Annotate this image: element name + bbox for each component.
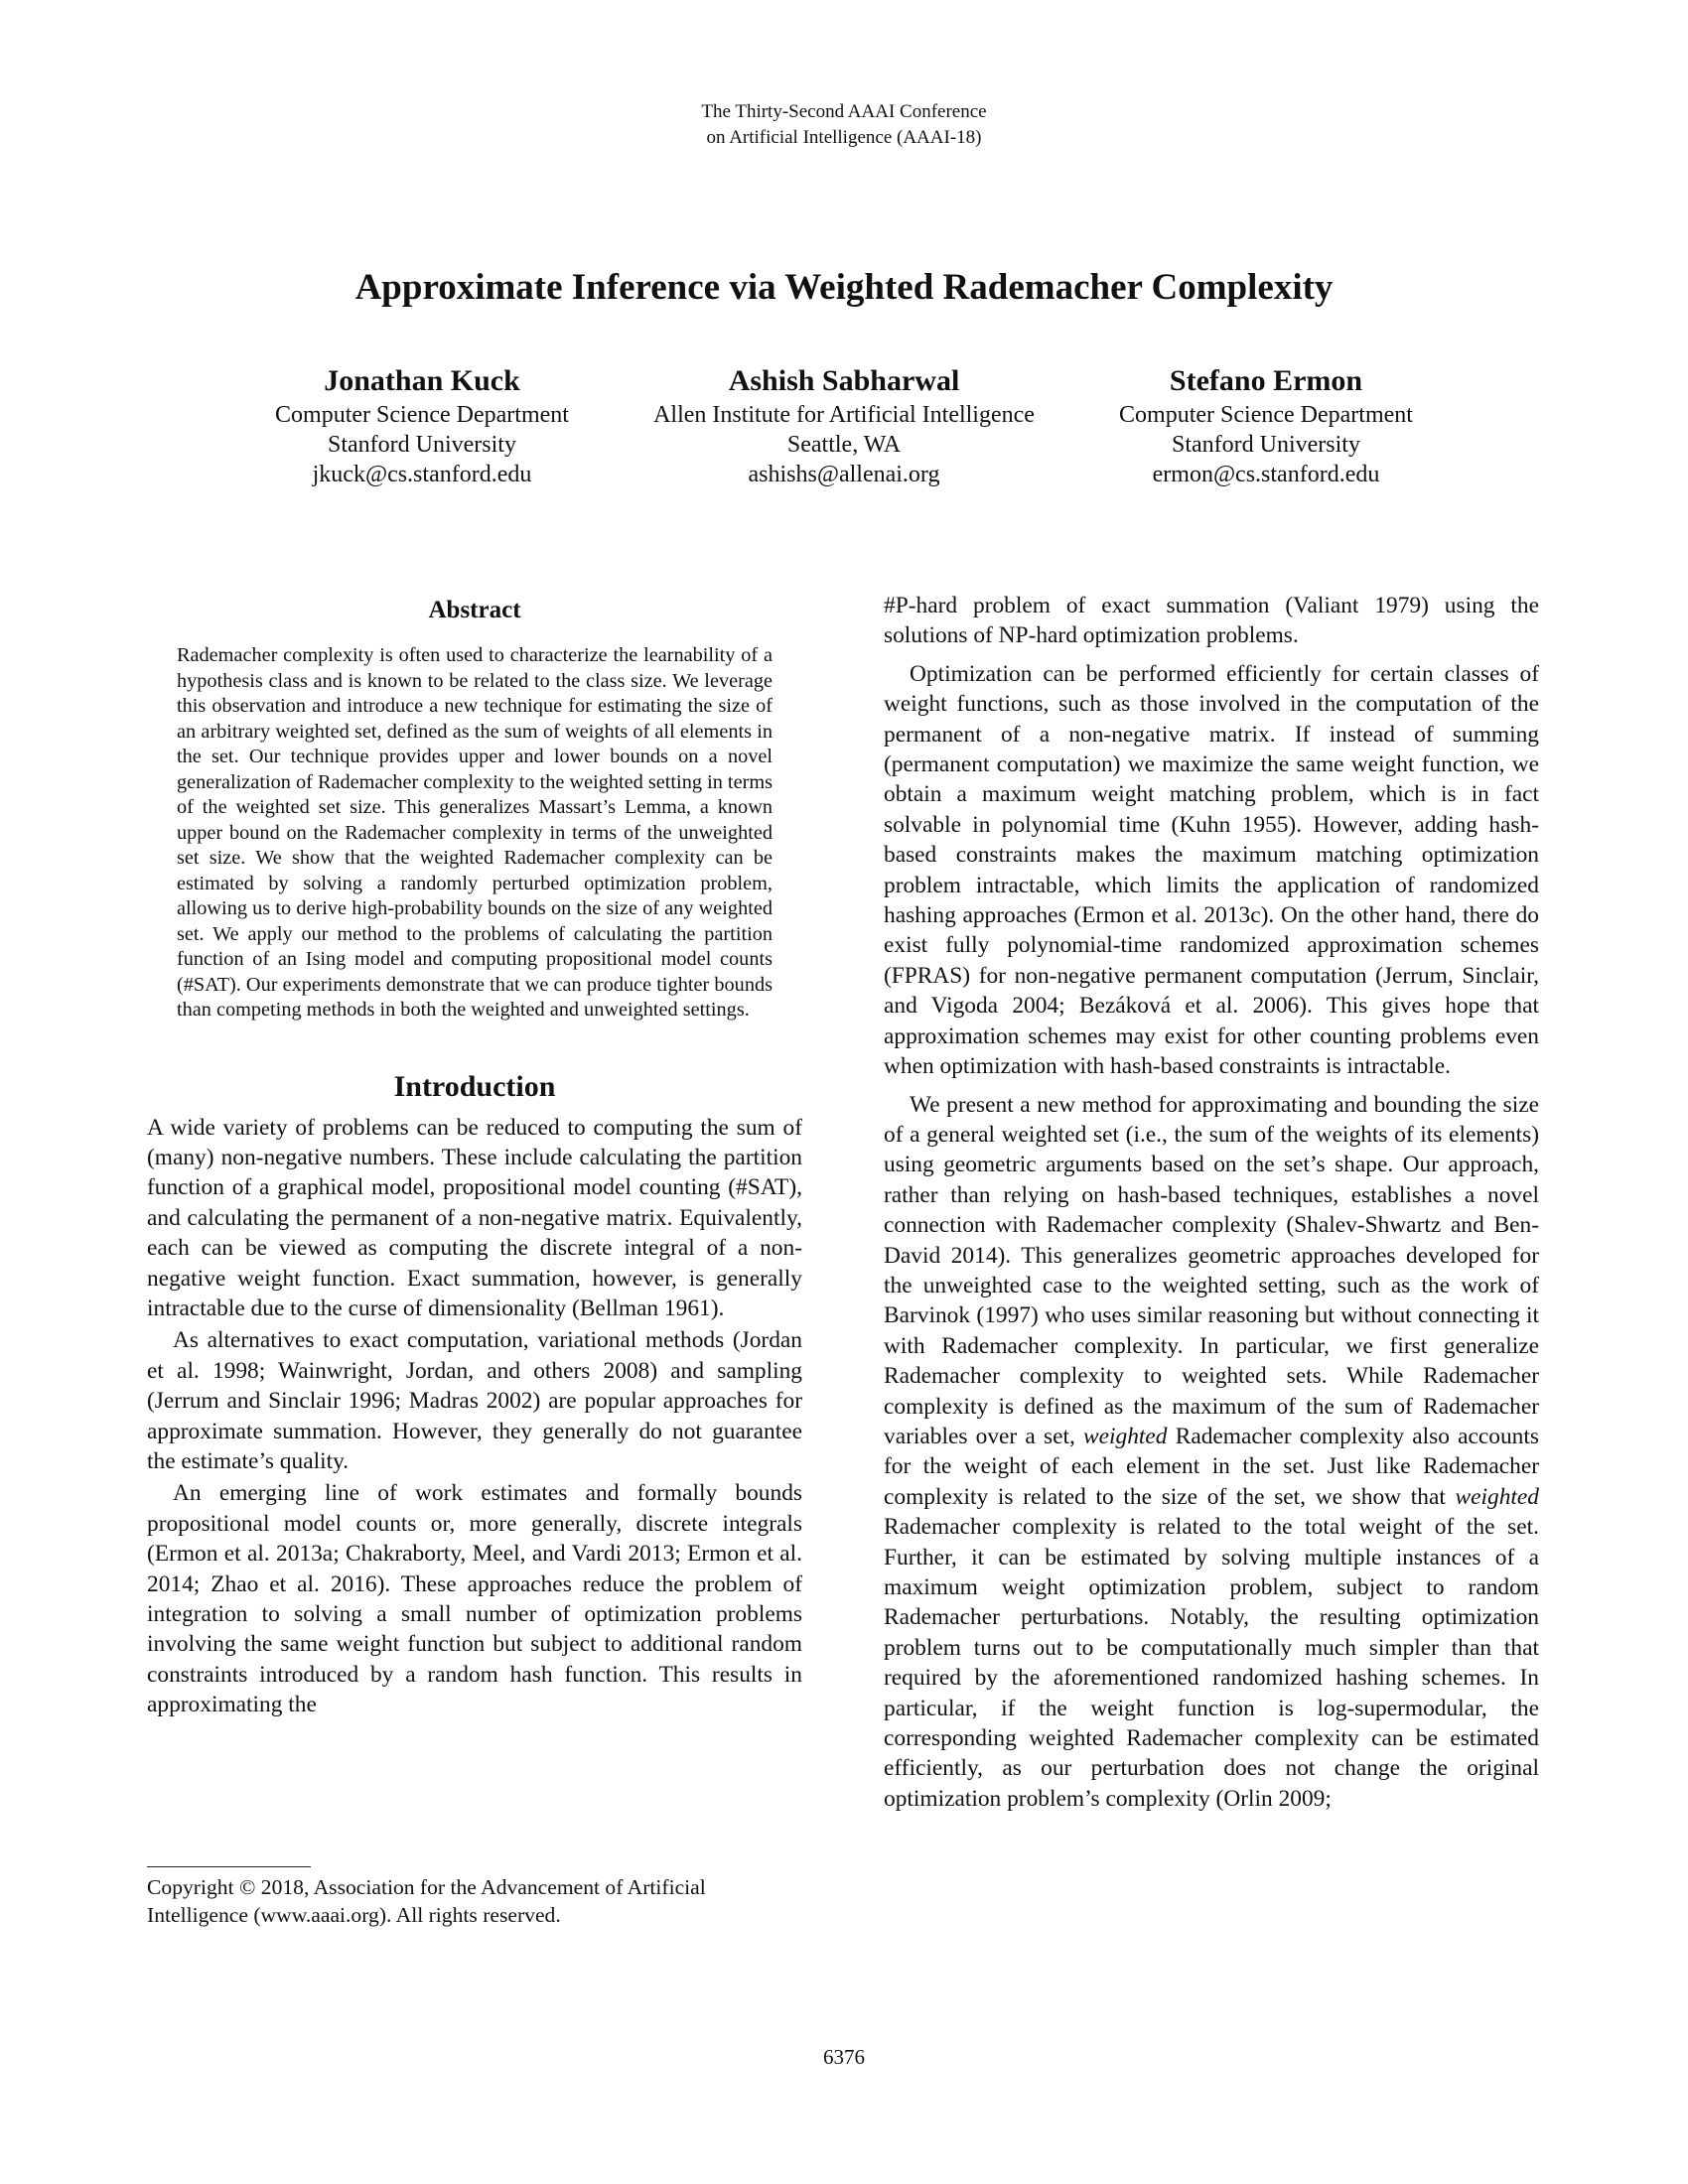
left-column — [147, 596, 802, 1720]
author-institution: Stanford University — [328, 432, 516, 458]
p3-text-a: We present a new method for approximating and bounding the size of a general weighted set (i.e., the sum of the weights of its elements) using geometric arguments based on the set’s shape. Our approach, rather than relying on hash-based techniques, establishes a novel connection with Rademacher complexity (Shalev-Shwartz and Ben-David 2014). This generalizes geometric approaches developed for the unweighted case to the weighted setting, such as the work of Barvinok (1997) who uses similar reasoning but without connecting it with Rademacher complexity. In particular, we first generalize Rademacher complexity to weighted sets. While Rademacher complexity is defined as the maximum of the sum of Rademacher variables over a set, — [884, 1091, 1539, 1449]
p3-text-b: Rademacher complexity also accounts for the weight of each element in the set. Just like Rademacher complexity is related to the size of the set, we show that — [884, 1423, 1539, 1510]
intro-paragraph-2: As alternatives to exact computation, variational methods (Jordan et al. 1998; Wainwright, Jordan, and others 2008) and sampling (Jerrum and Sinclair 1996; Madras 2002) are popular approaches for approximate summation. However, they generally do not guarantee the estimate’s quality. — [147, 1327, 802, 1474]
p3-emphasis-1: weighted — [1083, 1423, 1168, 1449]
author-2 — [635, 362, 1053, 489]
paper-title: Approximate Inference via Weighted Rademacher Complexity — [354, 267, 1334, 308]
author-email: ermon@cs.stanford.edu — [1152, 462, 1380, 487]
author-email: ashishs@allenai.org — [748, 462, 940, 487]
page-number: 6376 — [823, 2045, 865, 2069]
author-name: Stefano Ermon — [1169, 364, 1363, 397]
footnote-rule — [147, 1866, 311, 1867]
abstract-text: Rademacher complexity is often used to characterize the learnability of a hypothesis class and is known to be related to the class size. We leverage this observation and introduce a new technique for estimating the size of an arbitrary weighted set, defined as the sum of weights of all elements in the set. Our technique provides upper and lower bounds on a novel generalization of Rademacher complexity to the weighted setting in terms of the weighted set size. This generalizes Massart’s Lemma, a known upper bound on the Rademacher complexity in terms of the unweighted set size. We show that the weighted Rademacher complexity can be estimated by solving a randomly perturbed optimization problem, allowing us to derive high-probability bounds on the size of any weighted set. We apply our method to the problems of calculating the partition function of an Ising model and computing propositional model counts (#SAT). Our experiments demonstrate that we can produce tighter bounds than competing methods in both the weighted and unweighted settings. — [177, 644, 773, 1021]
author-name: Ashish Sabharwal — [728, 364, 960, 397]
conference-line-2: on Artificial Intelligence (AAAI-18) — [706, 127, 982, 148]
intro-paragraph-3: An emerging line of work estimates and formally bounds propositional model counts or, more generally, discrete integrals (Ermon et al. 2013a; Chakraborty, Meel, and Vardi 2013; Ermon et al. 2014; Zhao et al. 2016). These approaches reduce the problem of integration to solving a small number of optimization problems involving the same weight function but subject to additional random constraints introduced by a random hash function. This results in approximating the — [147, 1480, 802, 1718]
author-institution: Seattle, WA — [786, 432, 902, 458]
p3-emphasis-2: weighted — [1455, 1483, 1539, 1510]
p3-text-c: Rademacher complexity is related to the total weight of the set. Further, it can be estimated by solving multiple instances of a maximum weight optimization problem, subject to random Rademacher perturbations. Notably, the resulting optimization problem turns out to be computationally much simpler than that required by the aforementioned randomized hashing schemes. In particular, if the weight function is log-supermodular, the corresponding weighted Rademacher complexity can be estimated efficiently, as our perturbation does not change the original optimization problem’s complexity (Orlin 2009; — [884, 1514, 1539, 1812]
footnote-line-2: Intelligence (www.aaai.org). All rights reserved. — [147, 1903, 561, 1927]
author-dept: Computer Science Department — [275, 402, 569, 428]
author-institution: Stanford University — [1172, 432, 1360, 458]
right-paragraph-1: #P-hard problem of exact summation (Valiant 1979) using the solutions of NP-hard optimization problems. — [884, 593, 1539, 649]
abstract-section — [177, 596, 773, 1024]
author-3 — [1057, 362, 1475, 489]
right-paragraph-2: Optimization can be performed efficiently for certain classes of weight functions, such as those involved in the computation of the permanent of a non-negative matrix. If instead of summing (permanent computation) we maximize the same weight function, we obtain a maximum weight matching problem, which is in fact solvable in polynomial time (Kuhn 1955). However, adding hash-based constraints makes the maximum matching optimization problem intractable, which limits the application of randomized hashing approaches (Ermon et al. 2013c). On the other hand, there do exist fully polynomial-time randomized approximation schemes (FPRAS) for non-negative permanent computation (Jerrum, Sinclair, and Vigoda 2004; Bezáková et al. 2006). This gives hope that approximation schemes may exist for other counting problems even when optimization with hash-based constraints is intractable. — [884, 660, 1539, 1080]
right-column-body — [884, 591, 1539, 1814]
author-email: jkuck@cs.stanford.edu — [312, 462, 532, 487]
author-1 — [213, 362, 631, 489]
intro-paragraph-1: A wide variety of problems can be reduced to computing the sum of (many) non-negative numbers. These include calculating the partition function of a graphical model, propositional model counting (#SAT), and calculating the permanent of a non-negative matrix. Equivalently, each can be viewed as computing the discrete integral of a non-negative weight function. Exact summation, however, is generally intractable due to the curse of dimensionality (Bellman 1961). — [147, 1114, 802, 1321]
right-paragraph-3 — [884, 1090, 1539, 1815]
conference-header — [0, 99, 1688, 151]
author-block — [213, 362, 1475, 489]
copyright-footnote — [147, 1866, 802, 1929]
introduction-heading: Introduction — [393, 1069, 556, 1103]
introduction-body — [147, 1113, 802, 1720]
author-dept: Computer Science Department — [1119, 402, 1413, 428]
abstract-heading: Abstract — [428, 597, 521, 623]
author-dept: Allen Institute for Artificial Intelligence — [653, 402, 1035, 428]
right-column — [884, 591, 1539, 1822]
author-name: Jonathan Kuck — [324, 364, 520, 397]
footnote-line-1: Copyright © 2018, Association for the Advancement of Artificial — [147, 1875, 706, 1899]
conference-line-1: The Thirty-Second AAAI Conference — [701, 101, 987, 122]
